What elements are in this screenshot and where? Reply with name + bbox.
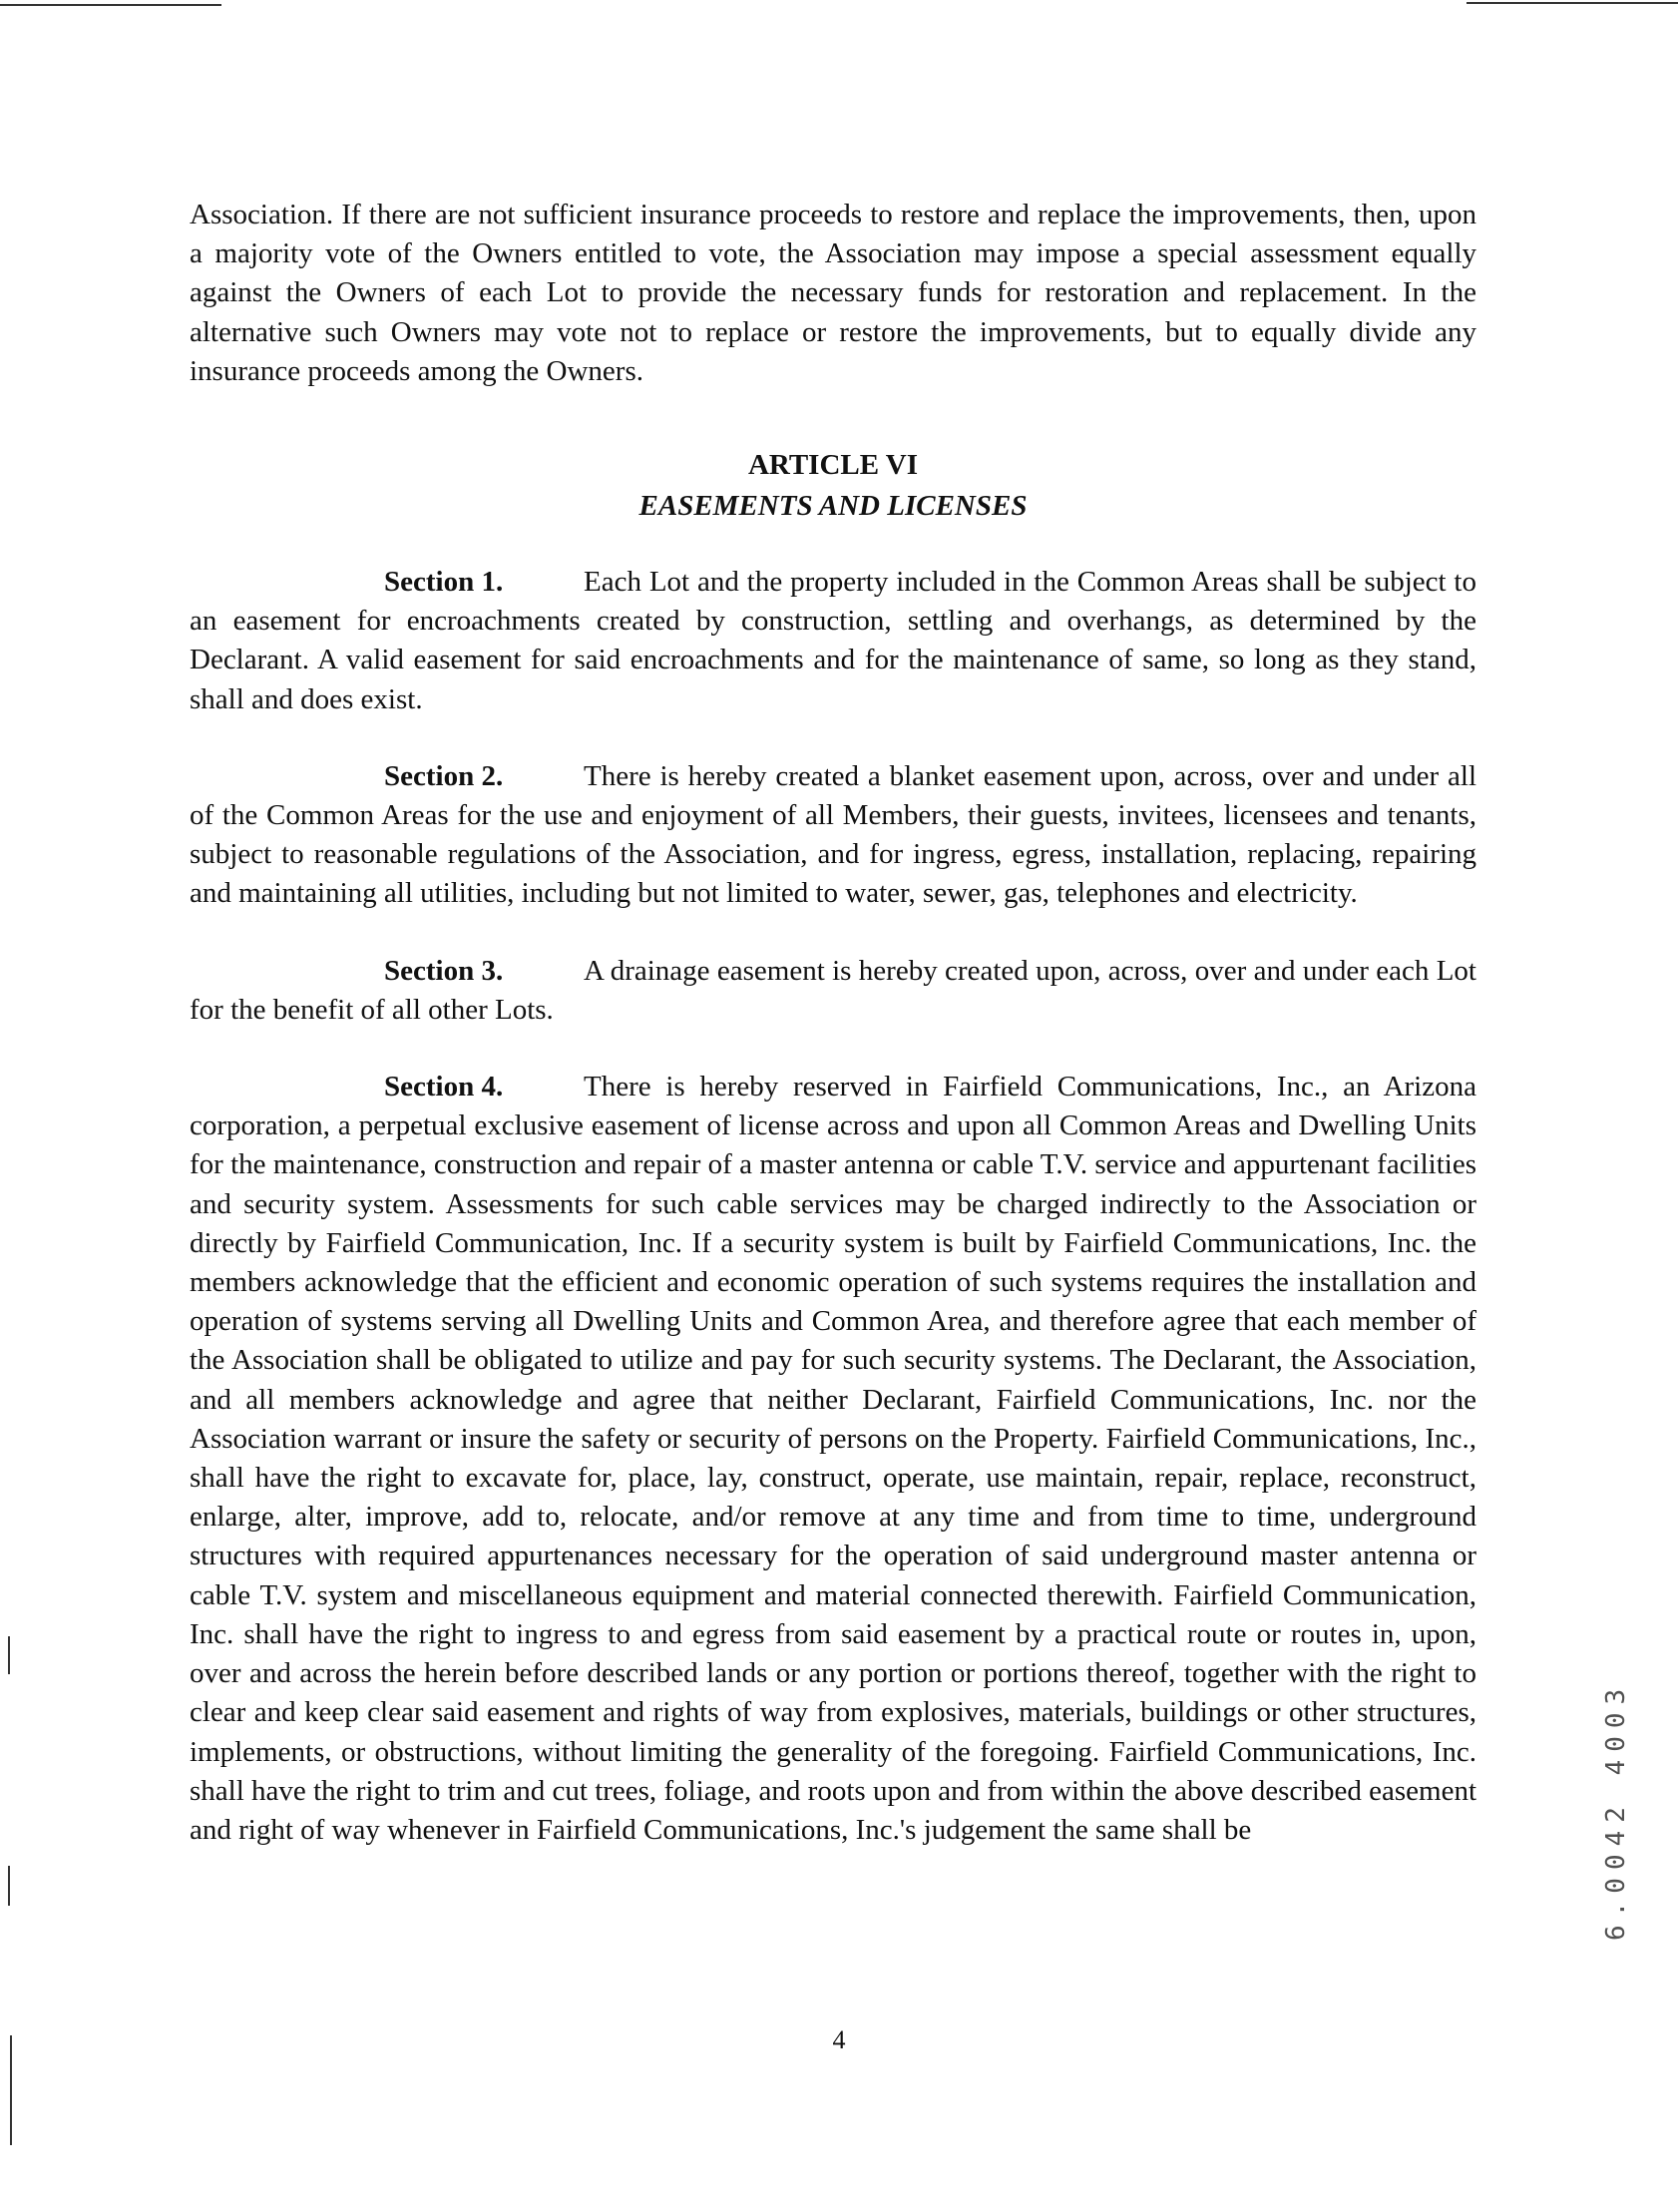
article-title: ARTICLE VI: [747, 449, 919, 482]
left-margin-mark-1: [8, 1636, 10, 1674]
section-1-label: Section 1.: [384, 566, 504, 599]
recording-stamp: 6.0042 4003: [1601, 1680, 1631, 1941]
page-number: 4: [832, 2025, 846, 2054]
section-4-label: Section 4.: [384, 1071, 504, 1104]
left-margin-mark-2: [8, 1866, 10, 1906]
opening-paragraph: Association. If there are not sufficient insurance proceeds to restore and replace the improvements, then, upon a majority vote of the Owners entitled to vote, the Association may impose a special assessment equally against the Owners of each Lot to provide the necessary funds for restoration and replacement. In the alternative such Owners may vote not to replace or restore the improvements, but to equally divide any insurance proceeds among the Owners.: [190, 199, 1476, 387]
top-left-scan-line: [0, 4, 221, 6]
section-2: [190, 757, 1476, 914]
article-heading: [190, 445, 1476, 527]
top-right-scan-line: [1467, 2, 1678, 4]
article-subtitle: EASEMENTS AND LICENSES: [638, 490, 1028, 523]
section-1: [190, 563, 1476, 719]
section-2-text: There is hereby created a blanket easement upon, across, over and under all of the Common Areas for the use and enjoyment of all Members, their guests, invitees, licensees and tenants, subject to reasonable regulations of the Association, and for ingress, egress, installation, replacing, repairing and maintaining all utilities, including but not limited to water, sewer, gas, telephones and electricity.: [190, 759, 1476, 910]
section-3: [190, 952, 1476, 1030]
section-3-label: Section 3.: [384, 954, 504, 987]
section-4: [190, 1068, 1476, 1850]
document-page: [190, 196, 1476, 1850]
section-2-label: Section 2.: [384, 759, 504, 792]
section-1-text: Each Lot and the property included in the Common Areas shall be subject to an easement for encroachments created by construction, settling and overhangs, as determined by the Declarant. A valid easement for said encroachments and for the maintenance of same, so long as they stand, shall and does exist.: [190, 566, 1476, 715]
section-3-text: A drainage easement is hereby created upon, across, over and under each Lot for the benefit of all other Lots.: [190, 954, 1476, 1026]
section-4-text: There is hereby reserved in Fairfield Communications, Inc., an Arizona corporation, a perpetual exclusive easement of license across and upon all Common Areas and Dwelling Units for the maintenance, construction and repair of a master antenna or cable T.V. service and appurtenant facilities and security system. Assessments for such cable services may be charged indirectly to the Association or directly by Fairfield Communication, Inc. If a security system is built by Fairfield Communications, Inc. the members acknowledge that the efficient and economic operation of such systems requires the installation and operation of systems serving all Dwelling Units and Common Area, and therefore agree that each member of the Association shall be obligated to utilize and pay for such security systems. The Declarant, the Association, and all members acknowledge and agree that neither Declarant, Fairfield Communications, Inc. nor the Association warrant or insure the safety or security of persons on the Property. Fairfield Communications, Inc., shall have the right to excavate for, place, lay, construct, operate, use maintain, repair, replace, reconstruct, enlarge, alter, improve, add to, relocate, and/or remove at any time and from time to time, underground structures with required appurtenances necessary for the operation of said underground master antenna or cable T.V. system and miscellaneous equipment and material connected therewith. Fairfield Communication, Inc. shall have the right to ingress to and egress from said easement by a practical route or routes in, upon, over and across the herein before described lands or any portion or portions thereof, together with the right to clear and keep clear said easement and rights of way from explosives, materials, buildings or other structures, implements, or obstructions, without limiting the generality of the foregoing. Fairfield Communications, Inc. shall have the right to trim and cut trees, foliage, and roots upon and from within the above described easement and right of way whenever in Fairfield Communications, Inc.'s judgement the same shall be: [190, 1071, 1476, 1846]
